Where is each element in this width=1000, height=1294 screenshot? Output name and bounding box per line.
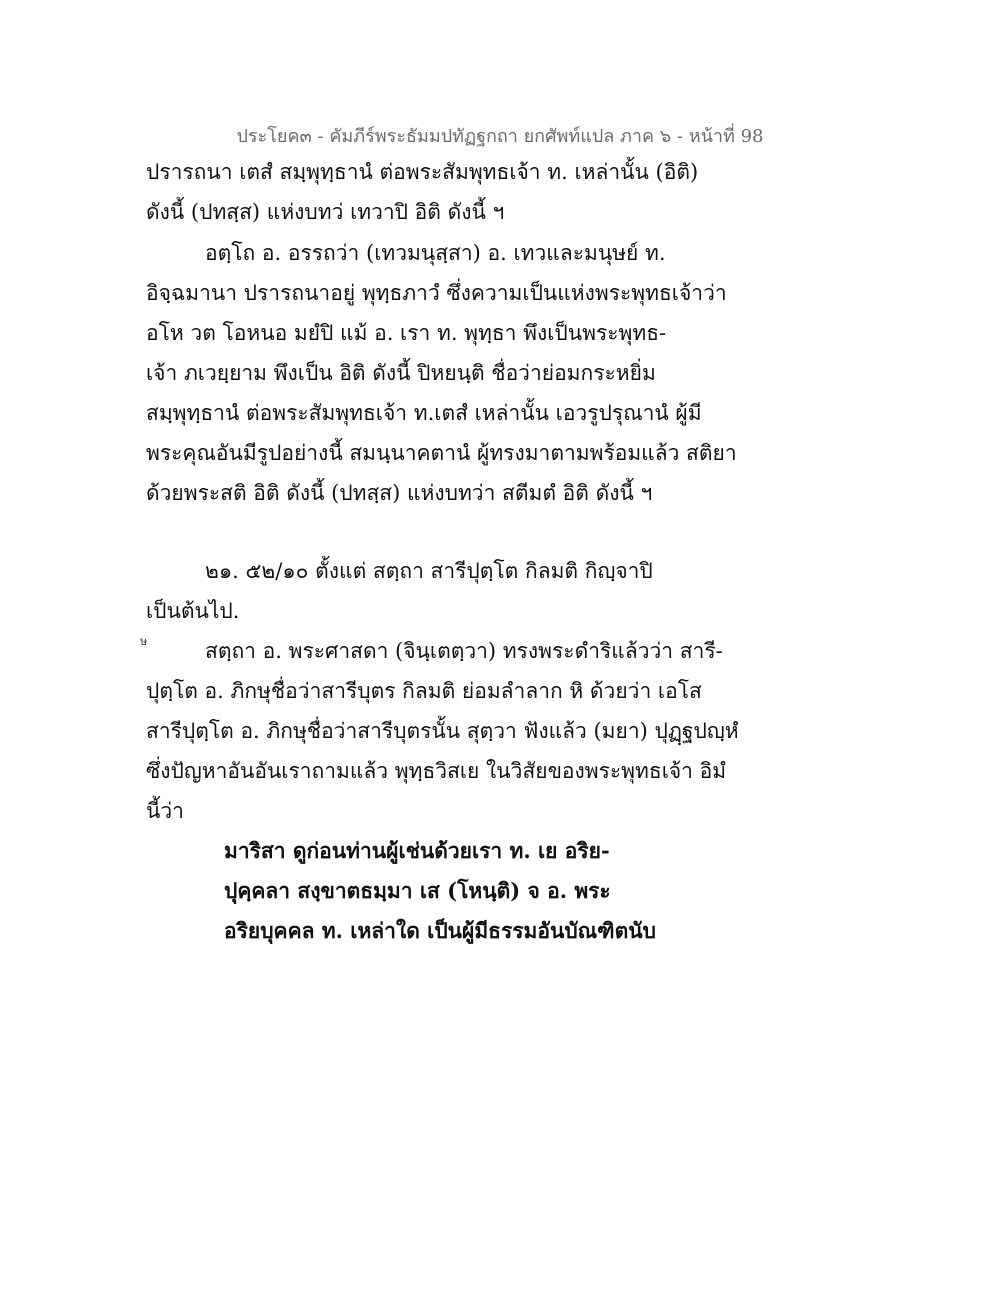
text-line: สารีปุตฺโต อ. ภิกษุชื่อว่าสารีบุตรนั้น สุตฺวา ฟังแล้ว (มยา) ปุฏฺฐปญฺหํ xyxy=(146,719,739,743)
text-line: สตฺถา อ. พระศาสดา (จินฺเตตฺวา) ทรงพระดำริแล้วว่า สารี- xyxy=(205,639,723,663)
text-line: เจ้า ภเวยฺยาม พึงเป็น อิติ ดังนี้ ปิหยนฺติ ชื่อว่าย่อมกระหยิ่ม xyxy=(146,361,656,385)
text-line: เป็นต้นไป. xyxy=(146,599,240,623)
section-heading: ๒๑. ๕๒/๑๐ ตั้งแต่ สตฺถา สารีปุตฺโต กิลมติ กิญฺจาปิ xyxy=(205,559,653,583)
text-line: อิจฺฉมานา ปรารถนาอยู่ พุทฺธภาวํ ซึ่งความเป็นแห่งพระพุทธเจ้าว่า xyxy=(146,281,727,305)
text-line: ปรารถนา เตสํ สมฺพุทฺธานํ ต่อพระสัมพุทธเจ้า ท. เหล่านั้น (อิติ) xyxy=(146,160,699,184)
running-header: ประโยค๓ - คัมภีร์พระธัมมปทัฏฐกถา ยกศัพท์แปล ภาค ๖ - หน้าที่ 98 xyxy=(236,126,764,147)
text-line: ปุตฺโต อ. ภิกษุชื่อว่าสารีบุตร กิลมติ ย่อมลำลาก หิ ด้วยว่า เอโส xyxy=(146,679,702,703)
margin-mark: ษ xyxy=(140,635,148,648)
text-line: พระคุณอันมีรูปอย่างนี้ สมนฺนาคตานํ ผู้ทรงมาตามพร้อมแล้ว สติยา xyxy=(146,441,737,465)
verse-line: ปุคฺคลา สงฺขาตธมฺมา เส (โหนฺติ) จ อ. พระ xyxy=(224,878,611,903)
text-line: ซึ่งปัญหาอันอันเราถามแล้ว พุทฺธวิสเย ในวิสัยของพระพุทธเจ้า อิมํ xyxy=(146,759,727,783)
verse-line: มาริสา ดูก่อนท่านผู้เช่นด้วยเรา ท. เย อริย- xyxy=(224,838,610,863)
text-line: อตฺโถ อ. อรรถว่า (เทวมนุสฺสา) อ. เทวและมนุษย์ ท. xyxy=(205,241,666,265)
text-line: ด้วยพระสติ อิติ ดังนี้ (ปทสฺส) แห่งบทว่า สตีมตํ อิติ ดังนี้ ฯ xyxy=(146,481,653,505)
text-line: อโห วต โอหนอ มยํปิ แม้ อ. เรา ท. พุทฺธา พึงเป็นพระพุทธ- xyxy=(146,321,667,345)
verse-line: อริยบุคคล ท. เหล่าใด เป็นผู้มีธรรมอันบัณฑิตนับ xyxy=(224,918,656,943)
text-line: ดังนี้ (ปทสฺส) แห่งบทว่ เทวาปิ อิติ ดังนี้ ฯ xyxy=(146,200,505,224)
text-line: นี้ว่า xyxy=(146,799,184,823)
text-line: สมฺพุทฺธานํ ต่อพระสัมพุทธเจ้า ท.เตสํ เหล่านั้น เอวรูปรุณานํ ผู้มี xyxy=(146,401,702,425)
